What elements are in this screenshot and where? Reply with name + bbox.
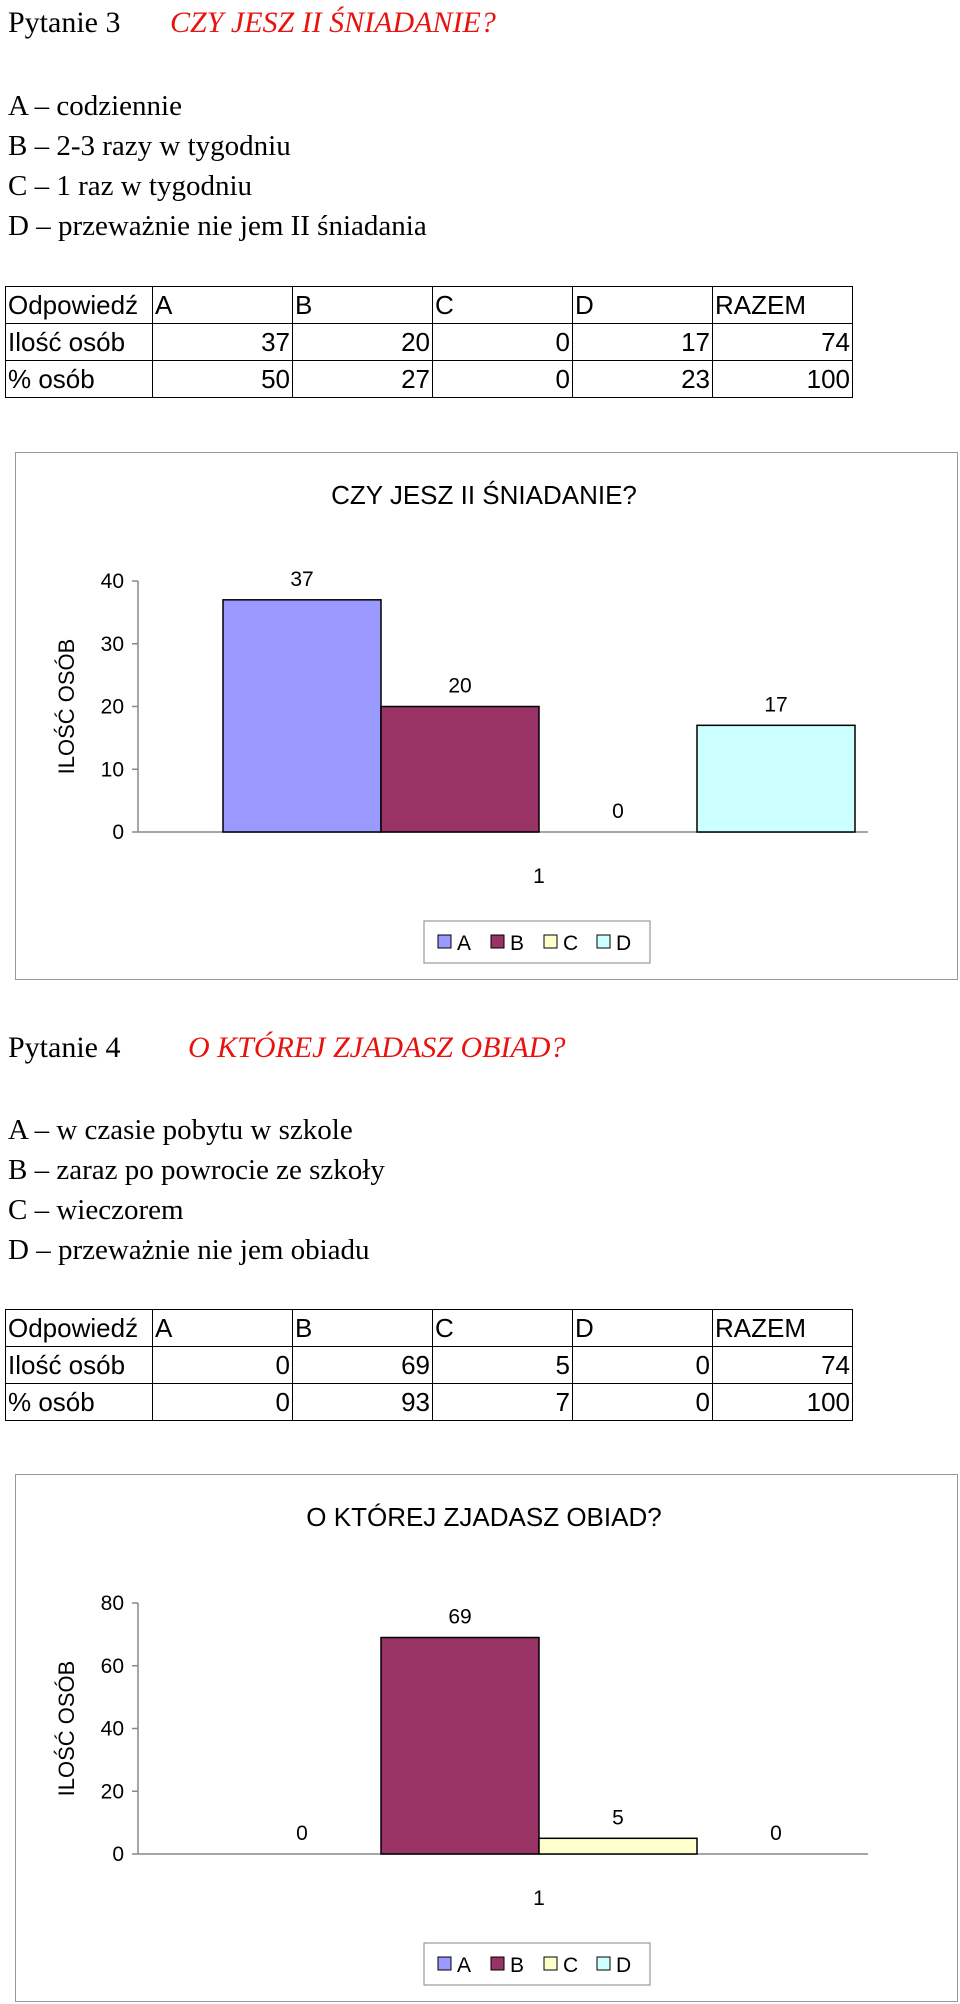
table-cell: 20 <box>293 324 433 361</box>
table-cell: B <box>293 287 433 324</box>
question-number: Pytanie 3 <box>8 6 121 39</box>
legend-swatch-B <box>491 935 504 948</box>
question-4-table <box>5 1309 853 1421</box>
data-label-D: 0 <box>770 1822 782 1845</box>
bar-B <box>381 707 539 833</box>
option-c: C – wieczorem <box>8 1194 184 1226</box>
legend-label-D: D <box>616 932 632 955</box>
table-cell: Ilość osób <box>6 324 153 361</box>
table-cell: 74 <box>713 324 853 361</box>
table-cell: 50 <box>153 361 293 398</box>
y-tick-label: 60 <box>100 1654 124 1678</box>
table-cell: 17 <box>573 324 713 361</box>
option-b: B – 2-3 razy w tygodniu <box>8 130 291 162</box>
table-cell: 69 <box>293 1347 433 1384</box>
table-cell: 27 <box>293 361 433 398</box>
data-label-B: 20 <box>448 674 472 698</box>
bar-A <box>223 600 381 832</box>
y-tick-label: 0 <box>112 821 124 844</box>
legend-swatch-C <box>544 935 557 948</box>
y-tick-label: 40 <box>100 1717 124 1741</box>
table-cell: 7 <box>433 1384 573 1421</box>
table-header-row <box>6 287 853 324</box>
table-cell: D <box>573 1310 713 1347</box>
question-title: O KTÓREJ ZJADASZ OBIAD? <box>188 1031 566 1064</box>
table-cell: % osób <box>6 1384 153 1421</box>
legend-swatch-A <box>438 935 451 948</box>
data-label-C: 0 <box>612 800 624 823</box>
table-cell: 100 <box>713 1384 853 1421</box>
option-c: C – 1 raz w tygodniu <box>8 170 253 202</box>
y-tick-label: 40 <box>100 570 124 593</box>
table-cell: RAZEM <box>713 1310 853 1347</box>
y-tick-label: 80 <box>100 1592 124 1615</box>
bar-B <box>381 1638 539 1854</box>
chart-1-container <box>15 452 958 980</box>
chart-2-container <box>15 1474 958 2002</box>
data-label-A: 37 <box>290 567 314 591</box>
table-row <box>6 1384 853 1421</box>
option-b: B – zaraz po powrocie ze szkoły <box>8 1154 385 1186</box>
legend-label-D: D <box>616 1954 632 1977</box>
chart-title: CZY JESZ II ŚNIADANIE? <box>331 480 637 510</box>
bar-D <box>697 725 855 832</box>
option-a: A – codziennie <box>8 90 182 122</box>
y-tick-label: 20 <box>100 695 124 719</box>
chart-title: O KTÓREJ ZJADASZ OBIAD? <box>306 1502 662 1532</box>
y-tick-label: 10 <box>100 758 124 782</box>
table-cell: 0 <box>573 1347 713 1384</box>
chart-2 <box>16 1475 957 2001</box>
question-3-heading <box>8 6 496 40</box>
legend-label-A: A <box>457 1954 472 1977</box>
x-tick-label: 1 <box>533 1887 545 1910</box>
table-cell: RAZEM <box>713 287 853 324</box>
table-row <box>6 324 853 361</box>
legend-swatch-C <box>544 1957 557 1970</box>
table-cell: 23 <box>573 361 713 398</box>
legend-label-C: C <box>563 1954 579 1977</box>
legend-swatch-D <box>597 935 610 948</box>
y-tick-label: 0 <box>112 1843 124 1866</box>
y-axis-label: ILOŚĆ OSÓB <box>54 1660 79 1797</box>
legend-swatch-B <box>491 1957 504 1970</box>
table-cell: C <box>433 287 573 324</box>
table-cell: 0 <box>153 1384 293 1421</box>
data-label-A: 0 <box>296 1822 308 1845</box>
table-cell: A <box>153 1310 293 1347</box>
table-cell: 0 <box>153 1347 293 1384</box>
legend-label-C: C <box>563 932 579 955</box>
table-row <box>6 361 853 398</box>
table-row <box>6 1347 853 1384</box>
question-number: Pytanie 4 <box>8 1031 121 1064</box>
table-cell: 100 <box>713 361 853 398</box>
table-cell: Odpowiedź <box>6 287 153 324</box>
table-cell: D <box>573 287 713 324</box>
table-cell: Odpowiedź <box>6 1310 153 1347</box>
table-cell: 0 <box>433 361 573 398</box>
table-cell: 5 <box>433 1347 573 1384</box>
table-cell: 74 <box>713 1347 853 1384</box>
table-cell: % osób <box>6 361 153 398</box>
question-3-options <box>8 86 427 246</box>
data-label-B: 69 <box>448 1605 472 1629</box>
table-cell: B <box>293 1310 433 1347</box>
question-4-heading <box>8 1031 566 1065</box>
legend-label-B: B <box>510 1954 525 1977</box>
y-tick-label: 20 <box>100 1780 124 1804</box>
legend-swatch-D <box>597 1957 610 1970</box>
y-tick-label: 30 <box>100 632 124 656</box>
option-d: D – przeważnie nie jem obiadu <box>8 1234 370 1266</box>
chart-1 <box>16 453 957 979</box>
legend-label-B: B <box>510 932 525 955</box>
question-3-table <box>5 286 853 398</box>
table-cell: 0 <box>573 1384 713 1421</box>
table-cell: C <box>433 1310 573 1347</box>
question-title: CZY JESZ II ŚNIADANIE? <box>170 6 496 39</box>
table-cell: 0 <box>433 324 573 361</box>
x-tick-label: 1 <box>533 865 545 888</box>
table-cell: A <box>153 287 293 324</box>
legend-label-A: A <box>457 932 472 955</box>
legend-swatch-A <box>438 1957 451 1970</box>
option-a: A – w czasie pobytu w szkole <box>8 1114 353 1146</box>
bar-C <box>539 1838 697 1854</box>
question-4-options <box>8 1110 385 1270</box>
table-cell: Ilość osób <box>6 1347 153 1384</box>
table-cell: 37 <box>153 324 293 361</box>
data-label-C: 5 <box>612 1806 624 1830</box>
y-axis-label: ILOŚĆ OSÓB <box>54 638 79 775</box>
data-label-D: 17 <box>764 693 788 717</box>
table-cell: 93 <box>293 1384 433 1421</box>
option-d: D – przeważnie nie jem II śniadania <box>8 210 427 242</box>
table-header-row <box>6 1310 853 1347</box>
